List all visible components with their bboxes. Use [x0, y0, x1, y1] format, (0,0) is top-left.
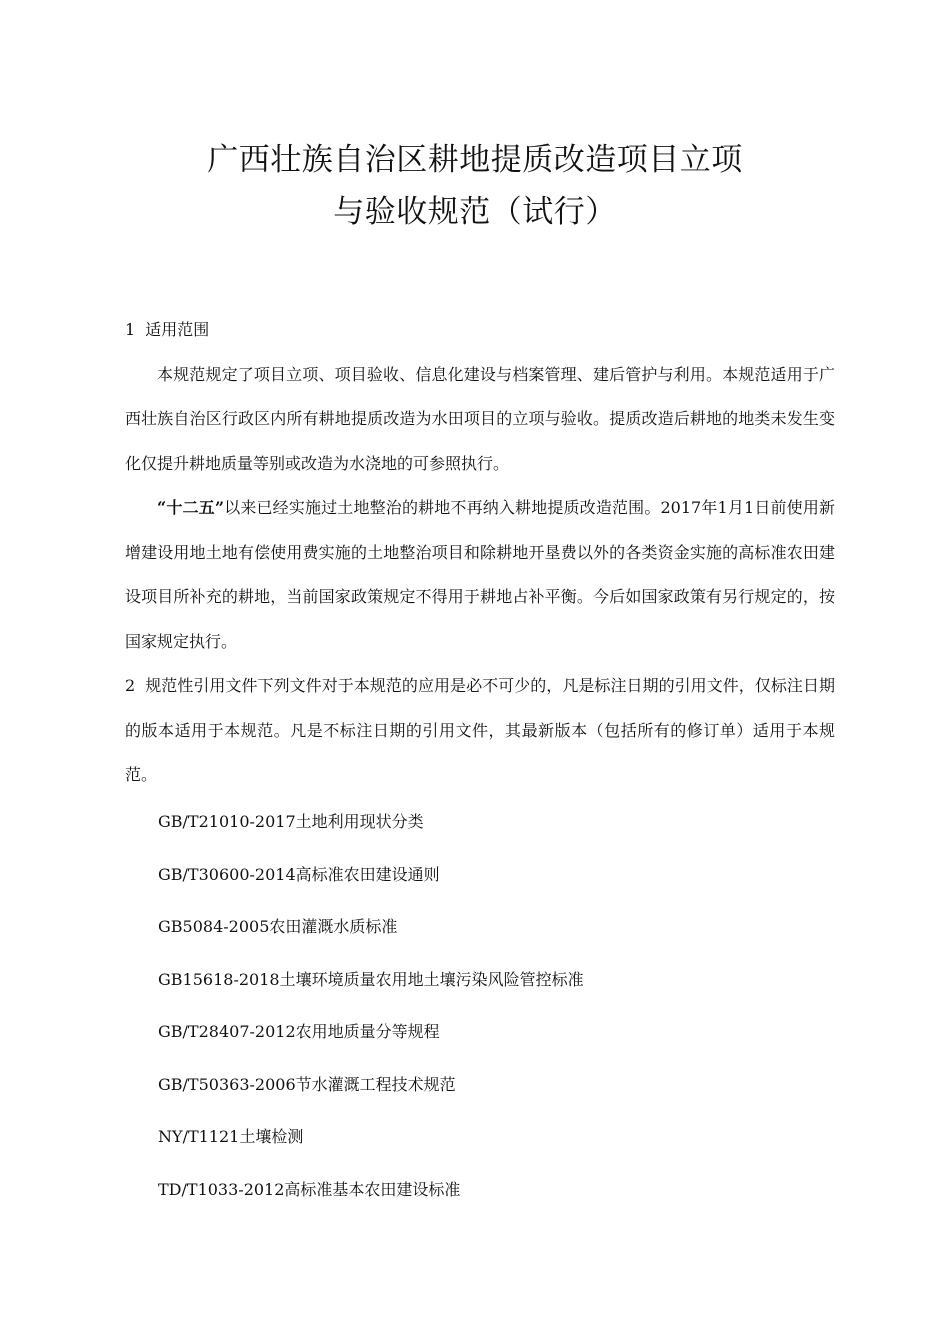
section-1-paragraph-1: 本规范规定了项目立项、项目验收、信息化建设与档案管理、建后管护与利用。本规范适用于广西壮族自治区行政区内所有耕地提质改造为水田项目的立项与验收。提质改造后耕地的地类未发生变化仅提升耕地质量等别或改造为水浇地的可参照执行。 — [125, 364, 835, 473]
normative-references-list — [158, 802, 818, 1222]
section-1-paragraph-2-text: 以来已经实施过土地整治的耕地不再纳入耕地提质改造范围。2017年1月1日前使用新增建设用地土地有偿使用费实施的土地整治项目和除耕地开垦费以外的各类资金实施的高标准农田建设项目所补充的耕地，当前国家政策规定不得用于耕地占补平衡。今后如国家政策有另行规定的，按国家规定执行。 — [125, 498, 835, 651]
reference-item: GB15618-2018土壤环境质量农用地土壤污染风险管控标准 — [158, 969, 584, 989]
section-1-title: 适用范围 — [145, 320, 210, 339]
reference-item: GB/T21010-2017土地利用现状分类 — [158, 812, 424, 831]
document-title-line-2: 与验收规范（试行） — [333, 194, 617, 230]
section-1-number: 1 — [125, 320, 136, 339]
reference-item: GB/T50363-2006节水灌溉工程技术规范 — [158, 1074, 456, 1094]
section-1-paragraph-2 — [125, 486, 835, 664]
reference-item: NY/T1121土壤检测 — [158, 1127, 304, 1146]
reference-item: GB/T30600-2014高标准农田建设通则 — [158, 864, 440, 884]
reference-item: GB5084-2005农田灌溉水质标准 — [158, 917, 398, 936]
reference-item: TD/T1033-2012高标准基本农田建设标准 — [158, 1179, 461, 1199]
five-year-plan-quote: “十二五” — [157, 498, 225, 517]
section-2-number: 2 — [125, 676, 136, 695]
document-body — [125, 308, 835, 798]
section-2-paragraph — [125, 664, 835, 798]
reference-item: GB/T28407-2012农用地质量分等规程 — [158, 1022, 440, 1041]
section-2-text: 规范性引用文件下列文件对于本规范的应用是必不可少的，凡是标注日期的引用文件，仅标注日期的版本适用于本规范。凡是不标注日期的引用文件，其最新版本（包括所有的修订单）适用于本规范。 — [125, 676, 835, 784]
document-title-line-1: 广西壮族自治区耕地提质改造项目立项 — [207, 142, 743, 178]
section-1-heading — [125, 308, 835, 353]
